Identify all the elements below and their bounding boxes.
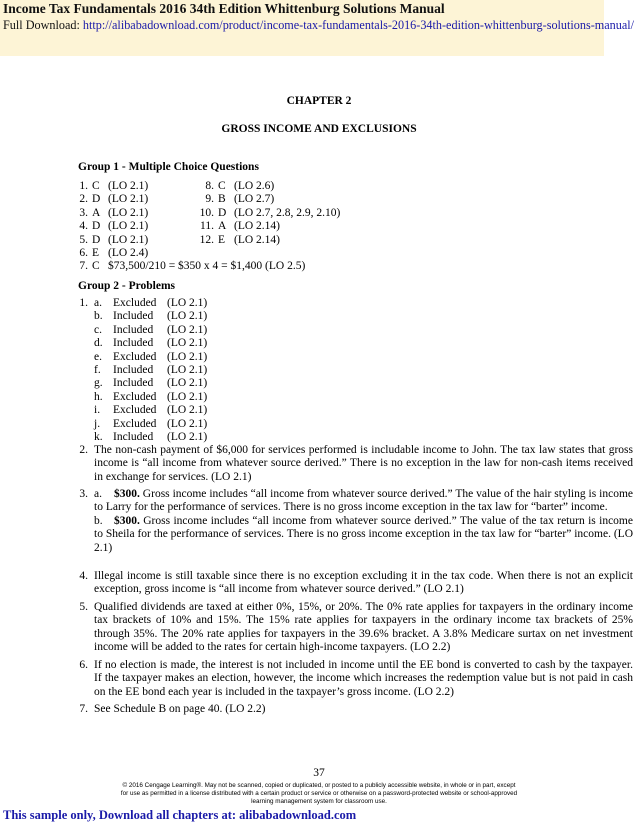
chapter-heading: CHAPTER 2 xyxy=(286,95,352,107)
mc-answer: 6. E (LO 2.4) xyxy=(79,246,149,259)
group1-title: Group 1 - Multiple Choice Questions xyxy=(78,161,259,173)
problem-1-item: d. Included (LO 2.1) xyxy=(94,337,208,350)
problem-1-item: g. Included (LO 2.1) xyxy=(94,377,208,390)
mc-answer: 11. A (LO 2.14) xyxy=(200,220,280,233)
mc-answer: 5. D (LO 2.1) xyxy=(79,233,149,246)
problem-5: 5. Qualified dividends are taxed at either 0%, 15%, or 20%. The 0% rate applies for taxpayers in the ordinary income tax brackets of 10% and 15%. The 15% rate applies for taxpayers in the ordinary income tax brackets of 25% through 35%. The 20% rate applies for taxpayers in the 39.6% bracket. A 3.8% Medicare surtax on net investment income will be added to the rates for certain high-income taxpayers. (LO 2.2) xyxy=(79,601,633,654)
problem-1-item: i. Excluded (LO 2.1) xyxy=(94,404,208,417)
problem-3b: b. $300. Gross income includes “all income from whatever source derived.” The value of the tax return is income to Sheila for the performance of services. There is no gross income exception in the tax law for “barter” income. (LO 2.1) xyxy=(94,514,633,554)
problem-1-item: f. Included (LO 2.1) xyxy=(94,363,208,376)
mc-answer: 1. C (LO 2.1) xyxy=(79,180,149,192)
problem-1-item: h. Excluded (LO 2.1) xyxy=(94,390,208,403)
mc-answer: 12. E (LO 2.14) xyxy=(199,233,280,246)
mc-answer-7: 7. C $73,500/210 = $350 x 4 = $1,400 (LO 2.5) xyxy=(79,260,306,272)
mc-answer: 3. A (LO 2.1) xyxy=(79,206,149,219)
banner-title: Income Tax Fundamentals 2016 34th Edition Whittenburg Solutions Manual xyxy=(3,1,445,16)
problem-1-item: j. Excluded (LO 2.1) xyxy=(94,417,208,430)
problem-1-list xyxy=(74,297,207,444)
mc-answers-right xyxy=(196,180,340,247)
problem-7: 7. See Schedule B on page 40. (LO 2.2) xyxy=(79,703,266,715)
problem-3: 3. a. $300. Gross income includes “all income from whatever source derived.” The value of the hair styling is income to Larry for the performance of services. There is no gross income exception in the tax law for “barter” income. b. $300. Gross income includes “all income from whatever source derived.” The value of the tax return is income to Sheila for the performance of services. There is no gross income exception in the tax law for “barter” income. (LO 2.1) xyxy=(79,488,633,554)
problem-1-item: k. Included (LO 2.1) xyxy=(94,430,208,443)
problem-1-item: 1. a. Excluded (LO 2.1) xyxy=(79,297,208,309)
mc-answer: 2. D (LO 2.1) xyxy=(79,193,149,206)
banner-link-label: Full Download: xyxy=(3,18,83,32)
mc-answer: 9. B (LO 2.7) xyxy=(205,193,275,206)
chapter-subtitle: GROSS INCOME AND EXCLUSIONS xyxy=(221,123,417,135)
problem-1-item: e. Excluded (LO 2.1) xyxy=(94,350,208,363)
mc-answer: 4. D (LO 2.1) xyxy=(79,220,149,233)
banner-download-line xyxy=(3,18,634,33)
mc-answer: 10. D (LO 2.7, 2.8, 2.9, 2.10) xyxy=(199,206,341,219)
problem-6: 6. If no election is made, the interest is not included in income until the EE bond is converted to cash by the taxpayer. If the taxpayer makes an election, however, the income which increases the redemption value but is not paid in cash on the EE bond each year is included in the taxpayer’s gross income. (LO 2.2) xyxy=(79,659,633,698)
mc-answers-left xyxy=(74,180,148,260)
banner-download-link[interactable]: http://alibabadownload.com/product/income-tax-fundamentals-2016-34th-edition-whittenburg-solutions-manual/ xyxy=(82,18,635,32)
problem-1-item: b. Included (LO 2.1) xyxy=(94,310,208,323)
download-banner xyxy=(0,0,635,56)
problem-1-item: c. Included (LO 2.1) xyxy=(94,323,208,336)
page-number: 37 xyxy=(313,767,325,779)
group2-title: Group 2 - Problems xyxy=(78,280,176,292)
copyright-notice: © 2016 Cengage Learning®. May not be scanned, copied or duplicated, or posted to a publicly accessible website, in whole or in part, except for use as permitted in a license distributed with a certain product or service or otherwise on a password-protected website or school-approved learning management system for classroom use. xyxy=(120,782,518,805)
problem-4: 4. Illegal income is still taxable since there is no exception excluding it in the tax code. When there is not an explicit exception, gross income is “all income from whatever source derived.” (LO 2.1) xyxy=(79,570,633,596)
footer-download-banner[interactable]: This sample only, Download all chapters at: alibabadownload.com xyxy=(3,808,357,822)
problem-3a: a. $300. Gross income includes “all income from whatever source derived.” The value of the hair styling is income to Larry for the performance of services. There is no gross income exception in the tax law for “barter” income. xyxy=(94,488,633,514)
problem-2: 2. The non-cash payment of $6,000 for services performed is includable income to John. The tax law states that gross income is “all income from whatever source derived.” There is no exception in the law for non-cash items received in exchange for services. (LO 2.1) xyxy=(79,444,633,483)
mc-answer: 8. C (LO 2.6) xyxy=(205,180,275,192)
